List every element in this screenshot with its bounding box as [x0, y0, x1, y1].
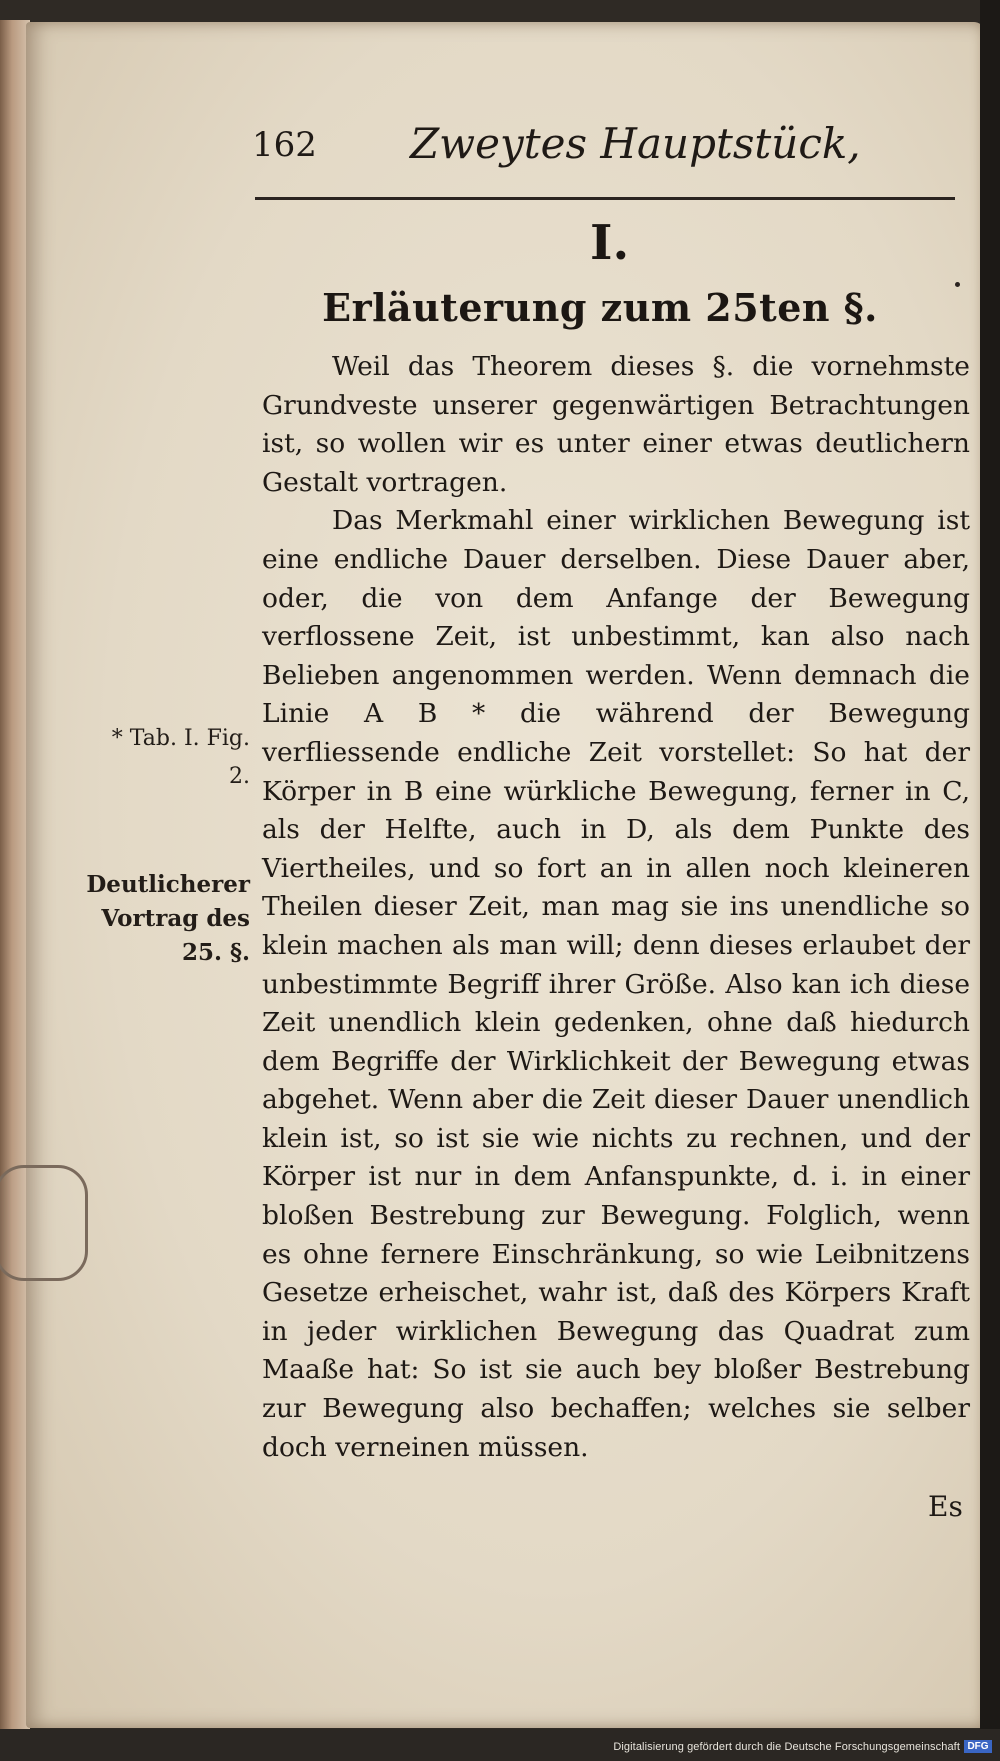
- catchword: Es: [928, 1490, 963, 1523]
- page-header: [240, 115, 960, 175]
- scan-border-bottom: [0, 1729, 1000, 1761]
- paragraph-2: Das Merkmahl einer wirklichen Bewegung ist eine endliche Dauer derselben. Diese Dauer aber, oder, die von dem Anfange der Bewegung verflossene Zeit, ist unbestimmt, kan also nach Belieben angenommen werden. Wenn demnach die Linie A B * die während der Bewegung verfliessende endliche Zeit vorstellet: So hat der Körper in B eine würkliche Bewegung, ferner in C, als der Helfte, auch in D, als dem Punkte des Viertheiles, und so fort an in allen noch kleineren Theilen dieser Zeit, man mag sie ins unendliche so klein machen als man will; denn dieses erlaubet der unbestimmte Begriff ihrer Größe. Also kan ich diese Zeit unendlich klein gedenken, ohne daß hiedurch dem Begriffe der Wirklichkeit der Bewegung etwas abgehet. Wenn aber die Zeit dieser Dauer unendlich klein ist, so ist sie wie nichts zu rechnen, und der Körper ist nur in dem Anfanspunkte, d. i. in einer bloßen Bestrebung zur Bewegung. Folglich, wenn es ohne fernere Einschränkung, so wie Leibnitzens Gesetze erheischet, wahr ist, daß des Körpers Kraft in jeder wirklichen Bewegung das Quadrat zum Maaße hat: So ist sie auch bey bloßer Bestrebung zur Bewegung also bechaffen; welches sie selber doch verneinen müssen.: [262, 505, 970, 1463]
- margin-note-figure-ref: * Tab. I. Fig. 2.: [111, 726, 250, 789]
- digitization-credit: Digitalisierung gefördert durch die Deutsche Forschungsgemeinschaft: [613, 1741, 960, 1753]
- scan-border-right: [980, 0, 1000, 1761]
- header-rule: [255, 197, 955, 200]
- margin-note-summary: Deutlicherer Vortrag des 25. §.: [86, 871, 250, 966]
- section-numeral: I.: [590, 215, 630, 271]
- body-text: [262, 348, 970, 1467]
- section-title: Erläuterung zum 25ten §.: [322, 285, 878, 330]
- paragraph-1: Weil das Theorem dieses §. die vornehmste Grundveste unserer gegenwärtigen Betrachtungen ist, so wollen wir es unter einer etwas deutlichern Gestalt vortragen.: [262, 351, 970, 498]
- dfg-logo: DFG: [964, 1740, 992, 1753]
- page-number: 162: [252, 125, 317, 165]
- page-clip: [0, 1165, 88, 1281]
- ink-speck: [955, 282, 960, 287]
- running-head: Zweytes Hauptstück,: [410, 119, 861, 168]
